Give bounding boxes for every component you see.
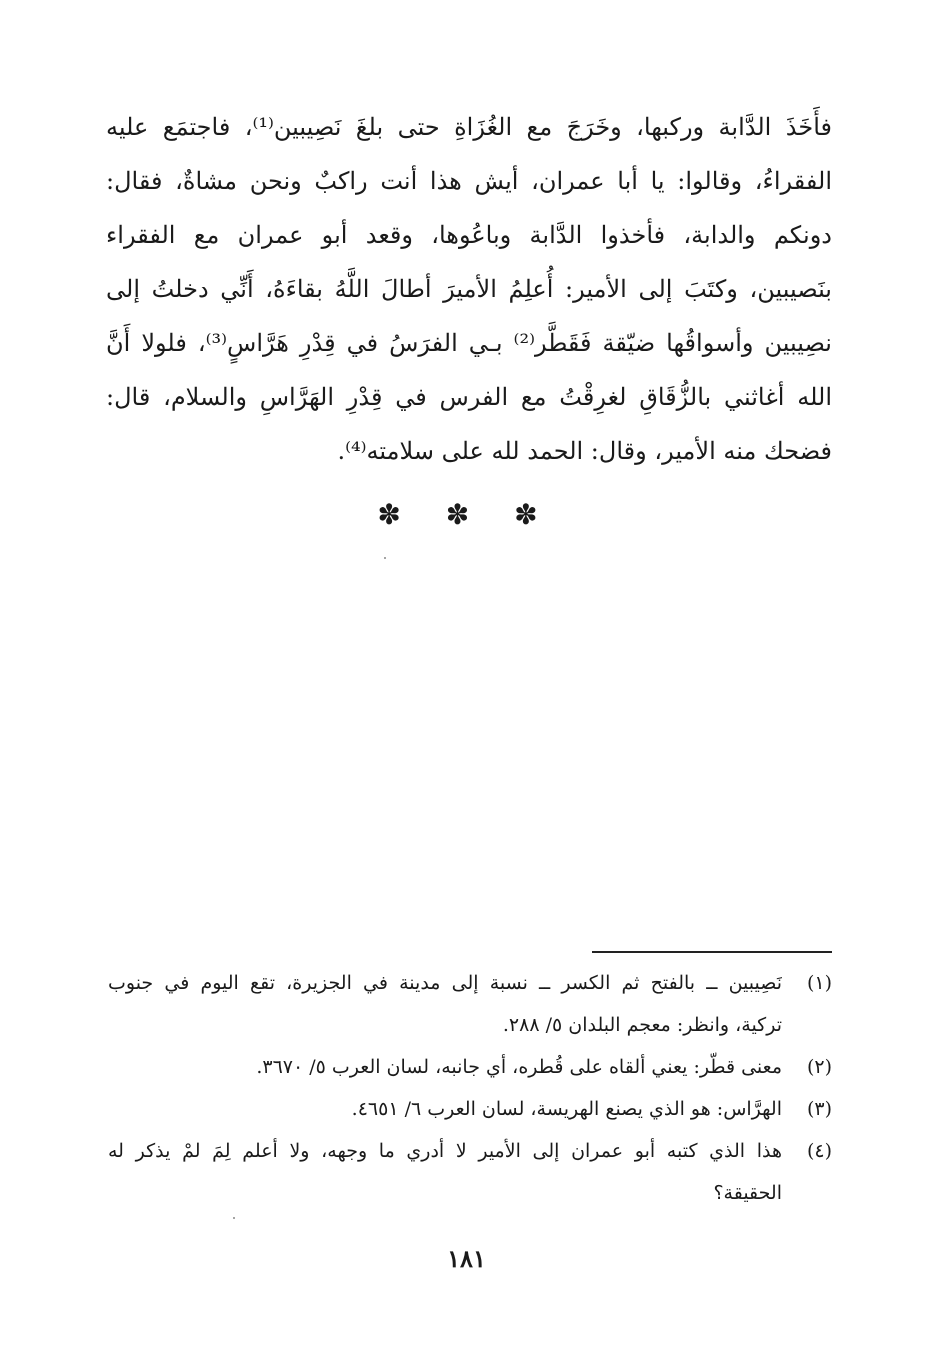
footnote-item — [108, 1130, 832, 1214]
footnote-number: (٣) — [806, 1098, 832, 1120]
footnote-divider — [592, 951, 832, 953]
footnote-line: نَصِيبين ــ بالفتح ثم الكسر ــ نسبة إلى مدينة في الجزيرة، تقع اليوم في جنوب — [108, 972, 782, 994]
footnote-number: (٢) — [806, 1056, 832, 1078]
main-text-block — [106, 100, 832, 478]
page-speck — [384, 557, 386, 559]
footnote-line: هذا الذي كتبه أبو عمران إلى الأمير لا أدري ما وجهه، ولا أعلم لِمَ لمْ يذكر له — [108, 1140, 782, 1162]
page-speck — [233, 1217, 235, 1219]
page-number: ١٨١ — [447, 1244, 486, 1273]
footnote-item — [108, 1088, 832, 1130]
footnote-item — [108, 962, 832, 1046]
section-separator: ✽ ✽ ✽ — [377, 498, 556, 531]
footnote-line: معنى قطّر: يعني ألقاه على قُطره، أي جانبه، لسان العرب ٥/ ٣٦٧٠. — [256, 1056, 782, 1078]
footnote-text — [108, 1046, 782, 1088]
footnote-line: تركية، وانظر: معجم البلدان ٥/ ٢٨٨. — [502, 1014, 782, 1036]
footnote-line: الحقيقة؟ — [713, 1182, 782, 1204]
footnote-text — [108, 1130, 782, 1214]
main-text-line: نصِيبين وأسواقُها ضيّقة فَقَطَّر⁽²⁾ بـي الفرَسُ في قِدْرِ هَرَّاسٍ⁽³⁾، فلولا أَنَّ — [106, 329, 832, 357]
main-text-line: الفقراءُ، وقالوا: يا أبا عمران، أيش هذا أنت راكبٌ ونحن مشاةٌ، فقال: — [106, 167, 832, 195]
footnote-item — [108, 1046, 832, 1088]
main-text-line: بنَصيبين، وكتَبَ إلى الأمير: أُعلِمُ الأميرَ أطالَ اللَّهُ بقاءَهُ، أَنِّي دخلتُ إلى — [106, 275, 832, 303]
main-text-line: فضحك منه الأمير، وقال: الحمد لله على سلامته⁽⁴⁾. — [337, 437, 832, 465]
footnote-number: (٤) — [806, 1140, 832, 1162]
main-text-line: فأَخَذَ الدَّابة وركبها، وخَرَجَ مع الغُزَاةِ حتى بلغَ نَصِيبين⁽¹⁾، فاجتمَع عليه — [106, 113, 832, 141]
footnotes-block — [108, 962, 832, 1214]
footnote-number: (١) — [806, 972, 832, 994]
main-text-line: دونكم والدابة، فأخذوا الدَّابة وباعُوها، وقعد أبو عمران مع الفقراء — [106, 221, 832, 249]
footnote-text — [108, 962, 782, 1046]
footnote-text — [108, 1088, 782, 1130]
main-text-line: الله أغاثني بالزُّقَاقِ لغرِقْتُ مع الفرس في قِدْرِ الهَرَّاسِ والسلام، قال: — [106, 383, 832, 411]
footnote-line: الهرَّاس: هو الذي يصنع الهريسة، لسان العرب ٦/ ٤٦٥١. — [351, 1098, 782, 1120]
